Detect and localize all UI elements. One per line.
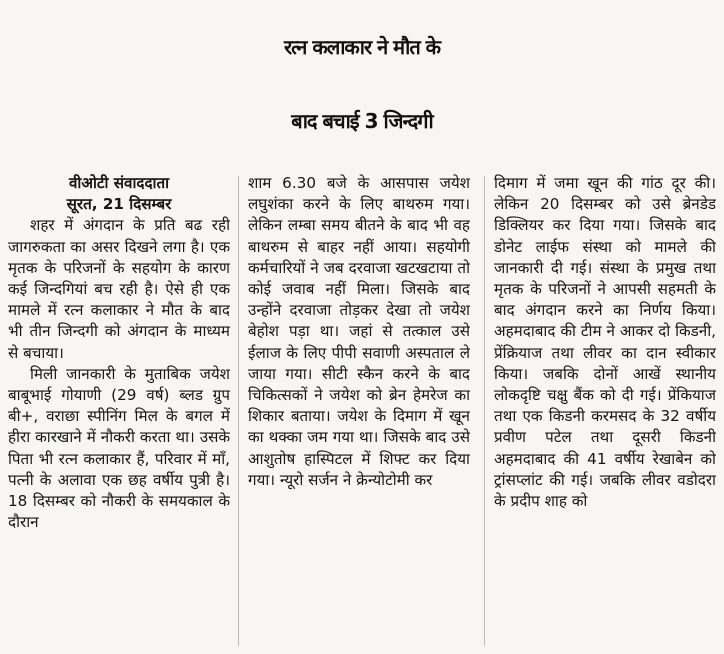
byline-dateline: सूरत, 21 दिसम्बर — [66, 195, 172, 214]
byline-reporter: वीओटी संवाददाता — [68, 174, 170, 192]
headline — [0, 0, 724, 170]
headline-line-1: रत्न कलाकार ने मौत के — [283, 35, 441, 59]
article-paragraph: दिमाग में जमा खून की गांठ दूर की। लेकिन 20 दिसम्बर को उसे ब्रेनडेड डिक्लियर कर दिया गया। जिसके बाद डोनेट लाईफ संस्था को मामले की जानकारी दी गई। संस्था के प्रमुख तथा मृतक के परिजनों ने आपसी सहमती के बाद अंगदान करने का निर्णय किया। अहमदाबाद की टीम ने आकर दो किडनी, प्रेंक्रियाज तथा लीवर का दान स्वीकार किया। जबकि दोनों आखें स्थानीय लोकदृष्टि चक्षु बैंक को दी गई। प्रेंकियाज तथा एक किडनी करमसद के 32 वर्षीय प्रवीण पटेल तथा दूसरी किडनी अहमदाबाद की 41 वर्षीय रेखाबेन को ट्रांसप्लांट की गई। जबकि लीवर वडोदरा के प्रदीप शाह को — [494, 174, 716, 511]
article-column-1 — [8, 173, 230, 651]
article-paragraph: मिली जानकारी के मुताबिक जयेश बाबूभाई गोयाणी (29 वर्ष) ब्लड ग्रुप बी+, वराछा स्पीनिंग मिल के बगल में हीरा कारखाने में नौकरी करता था। उसके पिता भी रत्न कलाकार हैं, परिवार में माँ, पत्नी के अलावा एक छह वर्षीय पुत्री है। 18 दिसम्बर को नौकरी के समयकाल के दौरान — [8, 364, 230, 532]
article-column-2 — [248, 173, 470, 651]
headline-line-2: बाद बचाई 3 जिन्दगी — [291, 109, 433, 133]
article-paragraph: शाम 6.30 बजे के आसपास जयेश लघुशंका करने के लिए बाथरुम गया। लेकिन लम्बा समय बीतने के बाद भी वह बाथरुम से बाहर नहीं आया। सहयोगी कर्मचारियों ने जब दरवाजा खटखटाया तो कोई जवाब नहीं मिला। जिसके बाद उन्होंने दरवाजा तोड़कर देखा तो जयेश बेहोश पड़ा था। जहां से तत्काल उसे ईलाज के लिए पीपी सवाणी अस्पताल ले जाया गया। सीटी स्कैन करने के बाद चिकित्सकों ने जयेश को ब्रेन हेमरेज का शिकार बताया। जयेश के दिमाग में खून का थक्का जम गया था। जिसके बाद उसे आशुतोष हास्पिटल में शिफ्ट कर दिया गया। न्यूरो सर्जन ने क्रेन्योटोमी कर — [248, 174, 470, 489]
column-divider — [484, 176, 485, 646]
article-paragraph: शहर में अंगदान के प्रति बढ रही जागरुकता का असर दिखने लगा है। एक मृतक के परिजनों के सहयोग के कारण कई जिन्दगियां बच रही है। ऐसे ही एक मामले में रत्न कलाकार ने मौत के बाद भी तीन जिन्दगी को अंगदान के माध्यम से बचाया। — [8, 216, 230, 362]
column-divider — [238, 176, 239, 646]
article-column-3 — [494, 173, 716, 651]
